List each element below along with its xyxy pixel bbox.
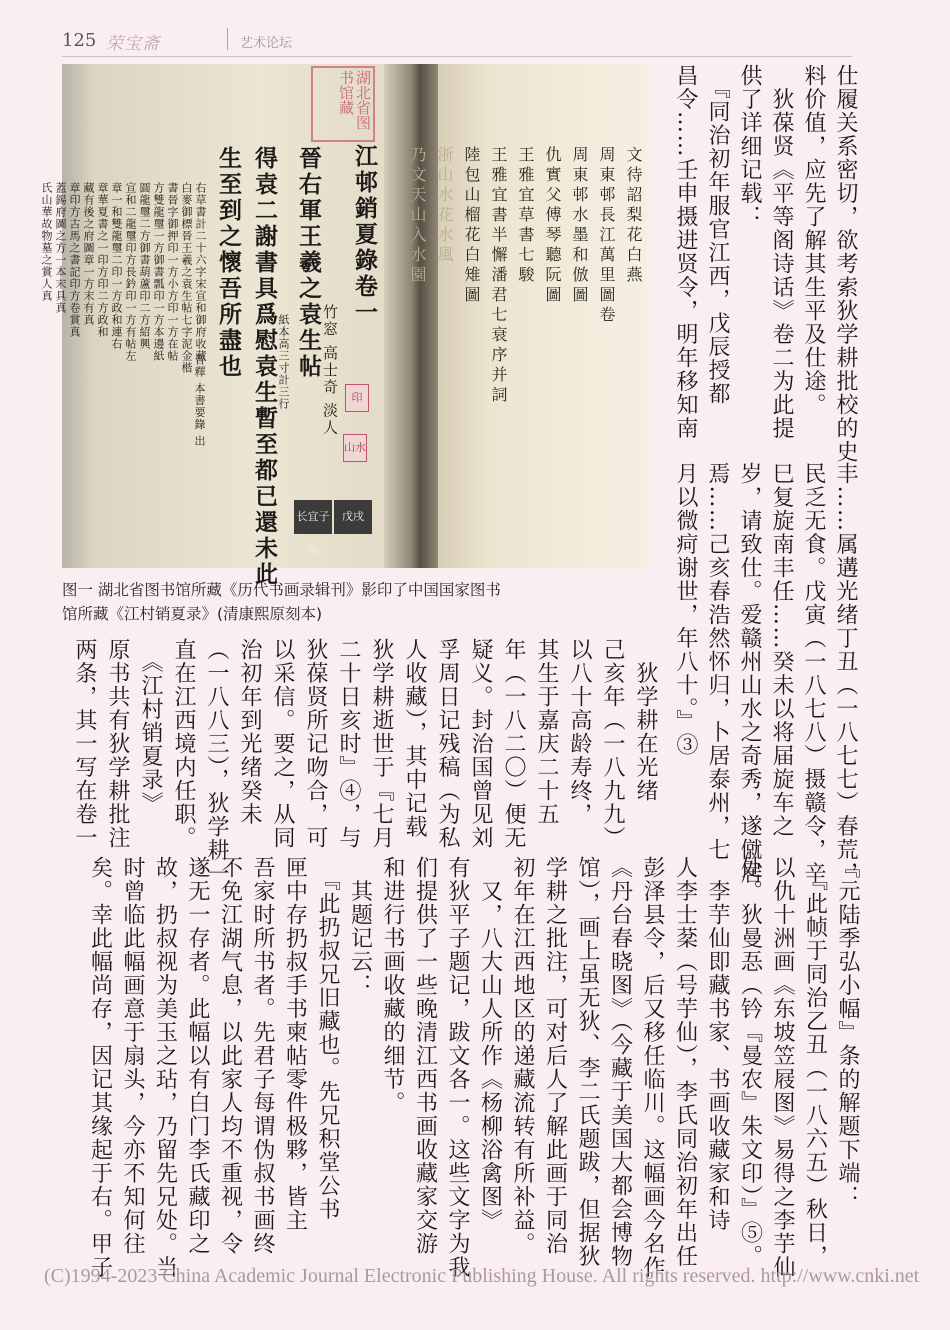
book-index-column: 仇實父傅琴聽阮圖 [543,146,562,306]
book-index-column: 乃文天山入水園 [408,146,427,286]
page-number: 125 [62,30,97,51]
book-index-column: 王雅宜書半懈潘君七衰序并詞 [489,146,508,406]
text-column: 以仇十洲画《东坡笠屐图》易得之李芋仙 [770,856,795,1279]
text-column: 不免江湖气息，以此家人均不重视，令 [217,856,243,1256]
text-column: 又，八大山人所作《杨柳浴禽图》 [477,856,503,1232]
text-column: 矣。幸此幅尚存，因记其缘起于右。甲子 [87,856,113,1279]
text-column: 匣中存扔叔手书柬帖零件极夥，皆主 [282,856,308,1232]
text-column: 『此帧于同治乙丑（一八六五）秋日， [802,856,828,1268]
text-column: 孚周日记残稿（为私 [435,638,460,850]
text-column: 李芋仙即藏书家、书画收藏家和诗 [705,856,730,1232]
text-column: 故，扔叔视为美玉之玷，乃留先兄处。当 [152,856,178,1279]
text-column: 处。狄曼忢（钤『曼农』朱文印）』⑤。 [737,856,763,1268]
text-column: 们提供了一些晚清江西书画收藏家交游 [412,856,438,1256]
text-column: 治初年到光绪癸未 [237,638,262,826]
text-column: 初年在江西地区的递藏流转有所补益。 [510,856,535,1256]
text-column: 民乏无食。戊寅（一八七八）摄赣令，辛 [801,462,826,885]
text-column: 人李士棻（号芋仙），李氏同治初年出任 [672,856,698,1268]
text-column: 直在江西境内任职。 [171,638,196,850]
seal-stamp: 山水 [343,434,367,462]
seal-stamp-dark: 长宜子孙 [294,500,332,534]
book-index-column: 浙山水花水風 [435,146,454,266]
seal-stamp-dark: 戊戌 [334,500,372,534]
text-column: 人收藏），其中记载 [402,638,427,839]
text-column: 以采信。要之，从同 [270,638,295,850]
text-column: 和进行书画收藏的细节。 [380,856,405,1115]
book-text-column: 蓋錫府圖之方一本末具真 [54,182,67,314]
book-text-column: 章印方古馬之書記印方卷賞真 [68,182,81,338]
book-text-column: 宣和二龍璽印方長鈐印一方有帖左 [124,182,137,362]
text-column: 己亥年（一八九九） [600,638,625,850]
book-text-column: 氏山華故物墓之賞人真 [40,182,53,302]
text-column: 『元陆季弘小幅』条的解题下端： [835,856,860,1209]
seal-stamp: 印 [345,384,369,412]
text-column: 狄学耕在光绪 [633,638,658,803]
copyright-footer: (C)1994-2023 China Academic Journal Electronic Publishing House. All rights reserved. http://www.cnki.net [44,1265,920,1287]
text-column: 丰……属遘光绪丁丑（一八七七）春荒， [833,462,858,885]
text-column: （一八八三），狄学耕一 [204,638,229,886]
text-column: 『此扔叔兄旧藏也。先兄积堂公书 [315,856,340,1221]
book-gutter [384,64,444,568]
text-column: 供了详细记载： [737,64,762,229]
text-column: 两条，其一写在卷一 [72,638,97,850]
section-title: 艺术论坛 [240,36,293,51]
text-column: 狄葆贤《平等阁诗话》卷二为此提 [769,64,794,440]
book-text-column: 圓龍璽二方御書葫蘆印二方紹興 [138,182,151,350]
caption-line: 馆所藏《江村销夏录》(清康熙原刻本) [62,605,323,623]
library-stamp: 湖北省图书馆藏 [311,66,375,142]
book-text-column: 得袁二謝書具爲慰袁生暫至都已還未此 [251,146,278,588]
text-column: 学耕之批注，可对后人了解此画于同治 [542,856,568,1256]
text-column: 遂无一存者。此幅以有白门李氏藏印之 [185,856,210,1256]
text-column: 二十日亥时』④，与 [336,638,361,850]
book-text-column: 章華夏書之一印方印二方政和 [96,182,109,338]
text-column: 仕履关系密切，欲考索狄学耕批校的史 [833,64,858,464]
book-index-column: 周東邨長江萬里圖卷 [597,146,616,326]
text-column: 馆），画上虽无狄、李二氏题跋，但据狄 [575,856,600,1268]
text-column: 《丹台春晓图》（今藏于美国大都会博物 [607,856,633,1268]
book-index-column: 王雅宜草書七駿 [516,146,535,286]
text-column: 狄学耕逝世于『七月 [369,638,394,850]
book-photo-figure [40,64,647,588]
text-column: 焉……己亥春浩然怀归，卜居泰州，七 [705,462,730,862]
book-text-column: 章一和雙龍璽二印一方政和連右 [110,182,123,350]
header-rule [62,56,852,57]
header-divider [227,28,228,50]
book-text-column: 右草書計二十六字宋宣和御府收藏 [194,182,207,362]
book-text-column: 生至到之懷吾所盡也 [215,146,242,380]
text-column: 岁，请致仕。爱赣州山水之奇秀，遂僦居 [737,462,762,885]
book-text-column: 江邨銷夏錄卷一 [351,144,378,326]
text-column: 《江村销夏录》 [138,638,163,815]
book-index-column: 文待詔梨花白燕 [624,146,643,286]
book-text-column: 音釋 本書要錄 出 [193,354,206,447]
text-column: 时曾临此幅画意于扇头，今亦不知何往 [120,856,145,1256]
book-text-column: 紙本高三寸計三行 [277,314,290,410]
book-index-column: 周東邨水墨和倣圖 [570,146,589,306]
figure-caption [62,578,647,626]
text-column: 昌令……壬申摄进贤令，明年移知南 [673,64,698,440]
text-column: 料价值，应先了解其生平及仕途。 [801,64,826,417]
book-text-column: 方雙龍璽一方御書瓢印一方本邊紙 [152,182,165,362]
text-column: 彭泽县令，后又移任临川。这幅画今名作 [640,856,665,1279]
caption-line: 图一 湖北省图书馆所藏《历代书画录辑刊》影印了中国国家图书 [62,581,501,599]
text-column: 有狄平子题记，跋文各一。这些文字为我 [445,856,470,1279]
text-column: 其生于嘉庆二十五 [534,638,559,826]
text-column: 狄葆贤所记吻合，可 [303,638,328,850]
book-text-column: 藏有後之府圖章一方末有真 [82,182,95,326]
book-index-column: 陸包山榴花白雉圖 [462,146,481,306]
page-header [62,26,852,56]
magazine-logo: 荣宝斋 [106,34,160,54]
text-column: 月以微疴谢世，年八十。』③ [673,462,698,757]
book-text-column: 白麥御標晉王羲之袁生帖七字泥金楷 [180,182,193,374]
book-text-column: 竹窓 高士奇 淡人 [321,304,339,437]
text-column: 吾家时所书者。先君子每谓伪叔书画终 [250,856,275,1256]
text-column: 以八十高龄寿终， [567,638,592,826]
text-column: 其题记云： [347,856,373,997]
text-column: 原书共有狄学耕批注 [105,638,130,850]
text-column: 疑义。封治国曾见刘 [468,638,493,850]
book-text-column: 書晉字御押印一方小方印一方在帖 [166,182,179,362]
book-text-column: 晉右軍王羲之袁生帖 [295,146,322,380]
text-column: 年（一八二〇）便无 [501,638,526,850]
text-column: 『同治初年服官江西，戊辰授都 [705,64,730,406]
text-column: 巳复旋南丰任……癸未以将届旋车之 [769,462,794,838]
